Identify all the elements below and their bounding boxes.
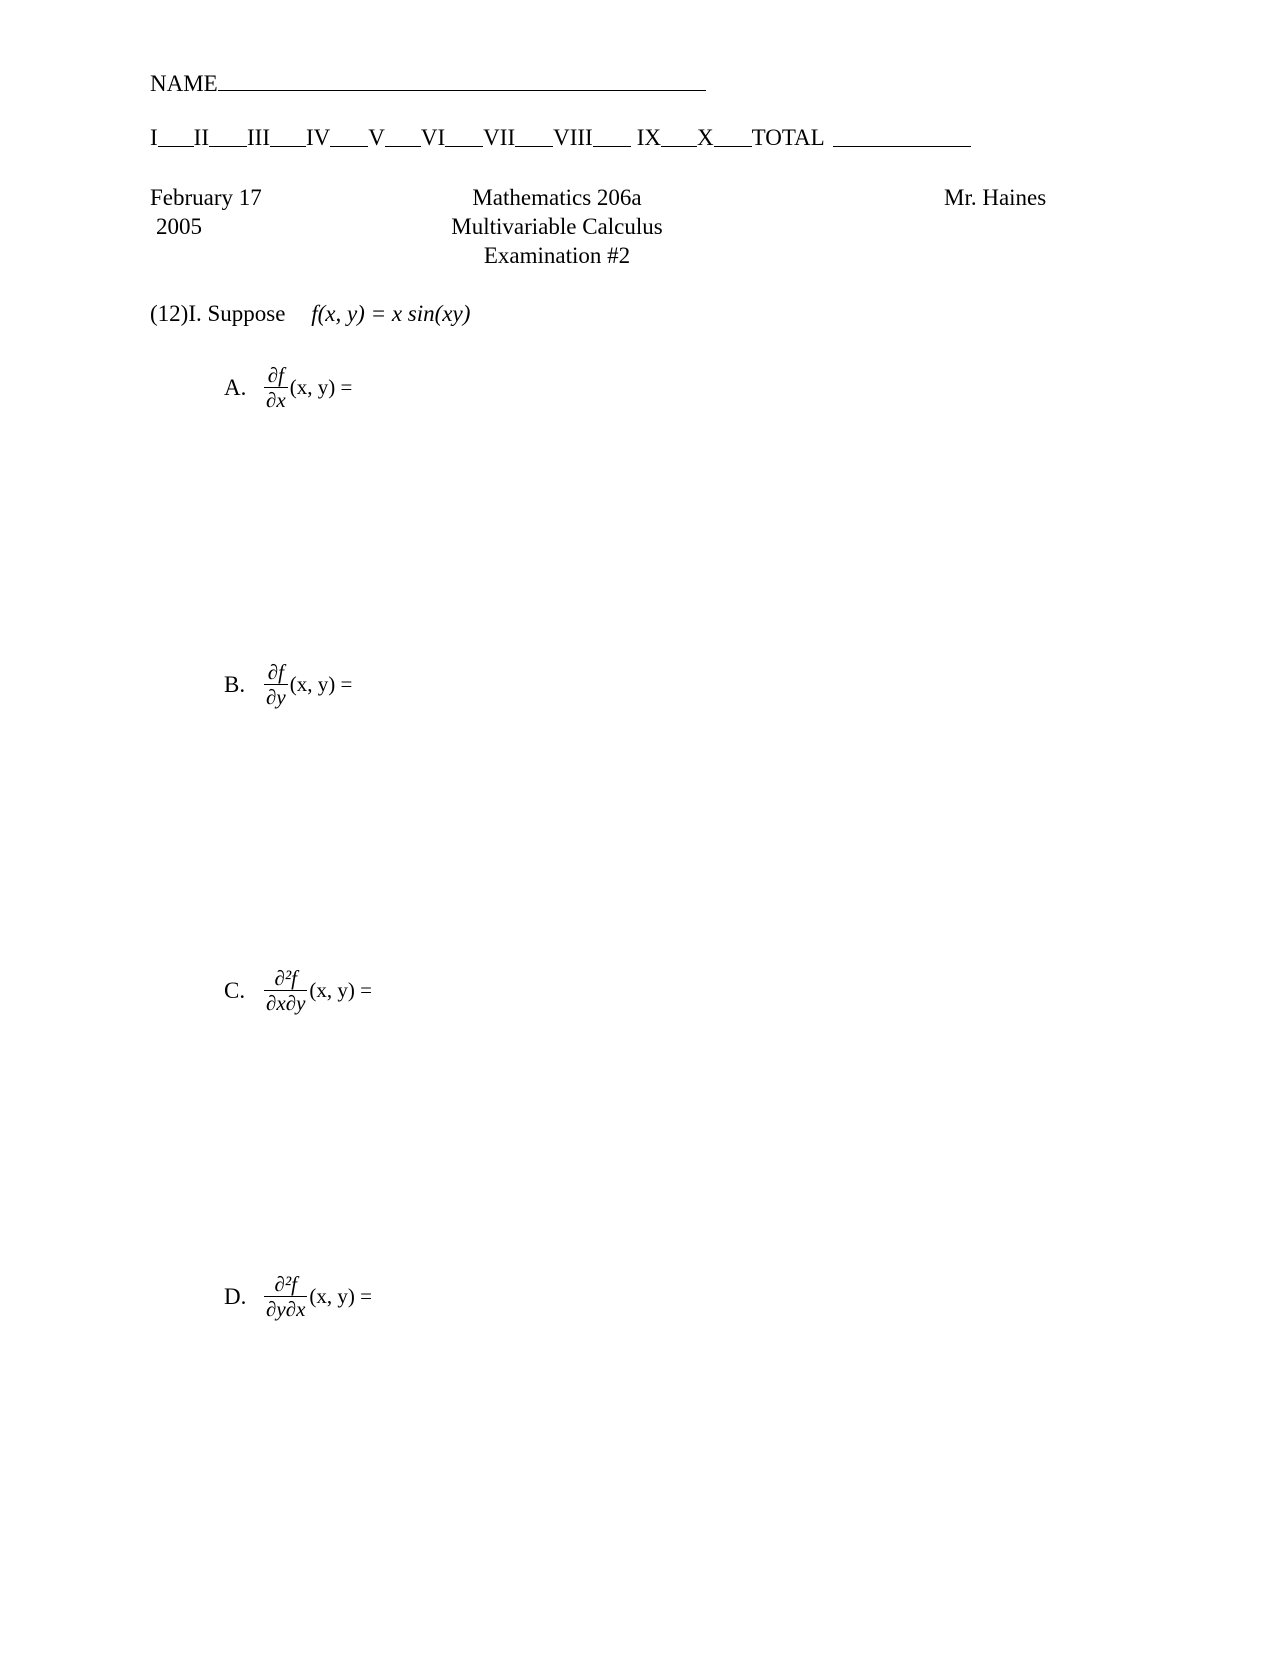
fraction-numerator: ∂²f	[274, 1272, 297, 1296]
score-label: IX	[636, 125, 661, 150]
partial-derivative-fraction	[264, 364, 288, 411]
score-item-1	[150, 126, 194, 149]
score-label: V	[368, 125, 385, 150]
instructor-name: Mr. Haines	[944, 185, 1047, 210]
score-blank[interactable]	[385, 126, 421, 147]
part-letter: A.	[224, 374, 247, 400]
score-item-10	[697, 126, 752, 149]
score-blank[interactable]	[714, 126, 752, 147]
score-item-8	[553, 126, 637, 149]
total-label: TOTAL	[751, 125, 825, 150]
fraction-denominator: ∂y	[266, 685, 286, 710]
part-suffix: (x, y) =	[289, 672, 353, 697]
partial-derivative-fraction	[264, 661, 288, 708]
score-item-7	[483, 126, 553, 149]
part-letter: C.	[224, 977, 246, 1003]
partial-derivative-fraction	[264, 1273, 307, 1320]
score-item-9	[637, 126, 697, 149]
fraction-numerator: ∂²f	[274, 966, 297, 990]
score-blank[interactable]	[270, 126, 306, 147]
function-definition: f(x, y) = x sin(xy)	[311, 301, 471, 326]
score-label: IV	[305, 125, 331, 150]
part-letter: B.	[224, 671, 246, 697]
partial-derivative-fraction	[264, 967, 307, 1014]
score-label: I	[150, 125, 158, 150]
fraction-denominator: ∂x	[266, 388, 286, 413]
part-letter: D.	[224, 1283, 247, 1309]
course-title: Multivariable Calculus	[451, 214, 663, 239]
question-stem	[150, 301, 470, 327]
fraction-denominator: ∂y∂x	[266, 1297, 306, 1322]
score-item-2	[194, 126, 247, 149]
fraction-numerator: ∂f	[267, 363, 284, 387]
course-number: Mathematics 206a	[472, 185, 642, 210]
score-label: III	[247, 125, 270, 150]
score-blank[interactable]	[209, 126, 247, 147]
part-b	[224, 661, 352, 708]
score-item-4	[306, 126, 368, 149]
part-suffix: (x, y) =	[309, 978, 372, 1003]
exam-year: 2005	[156, 214, 202, 239]
score-blank[interactable]	[445, 126, 483, 147]
part-c	[224, 967, 372, 1014]
name-label: NAME	[150, 71, 218, 96]
fraction-numerator: ∂f	[267, 660, 284, 684]
score-item-5	[368, 126, 421, 149]
part-suffix: (x, y) =	[289, 375, 353, 400]
score-label: VII	[483, 125, 516, 150]
fraction-denominator: ∂x∂y	[266, 991, 306, 1016]
part-a	[224, 364, 352, 411]
score-blank[interactable]	[330, 126, 368, 147]
name-field-row	[150, 68, 706, 95]
score-blank[interactable]	[661, 126, 697, 147]
part-d	[224, 1273, 372, 1320]
total-item	[752, 126, 971, 149]
exam-title: Examination #2	[483, 243, 631, 268]
total-blank[interactable]	[833, 126, 971, 147]
score-label: II	[193, 125, 209, 150]
score-label: VI	[420, 125, 446, 150]
name-blank[interactable]	[218, 68, 706, 91]
part-suffix: (x, y) =	[309, 1284, 372, 1309]
score-label: X	[696, 125, 714, 150]
score-blank[interactable]	[158, 126, 194, 147]
exam-date: February 17	[150, 185, 262, 210]
score-row	[150, 126, 971, 149]
score-item-3	[247, 126, 306, 149]
question-label: (12)I. Suppose	[150, 301, 286, 326]
score-label: VIII	[553, 125, 593, 150]
score-item-6	[421, 126, 483, 149]
score-blank[interactable]	[515, 126, 553, 147]
score-blank[interactable]	[593, 126, 631, 147]
